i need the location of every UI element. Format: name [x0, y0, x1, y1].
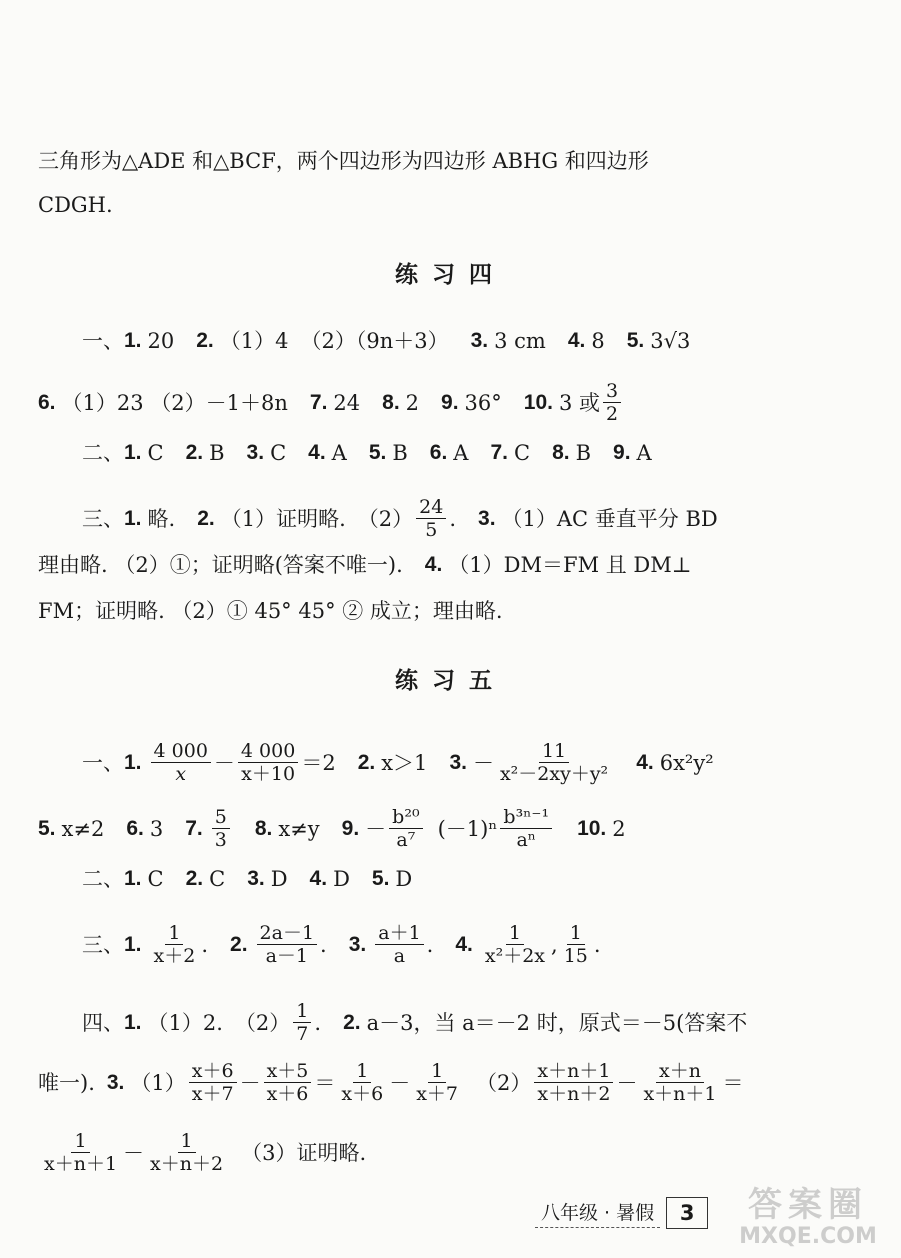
choice-answer: C [147, 867, 164, 891]
answer: （1）23 （2）－1＋8n [61, 390, 288, 415]
answer: （1）2. [147, 1010, 223, 1035]
ex4-part3-line1: 三、 1. 略. 2. （1）证明略. （2） $\frac{24}{5}$ . 3. （1）AC 垂直平分 BD [82, 496, 718, 541]
answer: 20 [147, 329, 175, 353]
part-prefix: 一、 [82, 750, 124, 775]
answer: 6x²y² [659, 750, 714, 775]
fraction: $\frac{11}{\text{x²－2xy＋y²}}$ [499, 740, 609, 785]
answer: （2） [234, 1010, 291, 1035]
fraction: $\frac{1}{x+n+1}$ [44, 1130, 118, 1175]
exercise-4-title: 练习四 [395, 262, 506, 288]
answer: （1）AC 垂直平分 BD [501, 506, 718, 531]
answer: （1）4 [219, 329, 289, 353]
answer: （1）证明略. [220, 506, 346, 531]
fraction: $\frac{24}{5}$ [416, 496, 446, 541]
part-prefix: 二、 [82, 441, 124, 465]
ex4-part3-line3: FM；证明略. （2）① 45° 45° ② 成立；理由略. [38, 599, 503, 623]
fraction: $\frac{1}{\text{x²＋2x}}$ [484, 922, 546, 967]
fraction: $\frac{x+n+1}{x+n+2}$ [534, 1060, 613, 1105]
ex5-part3-line: 三、 1. $\frac{1}{x+2}$ . 2. $\frac{2a-1}{a-1}$ . 3. $\frac{a+1}{a}$ . 4. $\frac{1}{\text{x²＋2x}}$ , $\frac{1}{15}$ . [82, 922, 601, 967]
answer: x＞1 [381, 750, 428, 775]
answer: 略. [147, 506, 176, 531]
ex5-part4-line1: 四、 1. （1）2. （2） $\frac{1}{7}$ . 2. a－3，当 a＝－2 时，原式＝－5(答案不 [82, 1000, 748, 1045]
choice-answer: D [395, 867, 413, 891]
watermark-logo: 答案圈 MXQE.COM [739, 1185, 877, 1249]
answer: 24 [333, 390, 361, 415]
answer: （3）证明略. [241, 1140, 367, 1165]
intro-line-2: CDGH. [38, 193, 113, 217]
fraction: $\frac{4 000}{x}$ [151, 740, 211, 785]
page-number: 3 [666, 1197, 708, 1229]
choice-answer: D [333, 867, 350, 891]
answer: 36° [464, 390, 502, 415]
fraction: $\frac{1}{15}$ [563, 922, 588, 967]
answer: 2 [405, 390, 420, 415]
fraction: $\frac{2a-1}{a-1}$ [257, 922, 318, 967]
answer: 8 [591, 329, 605, 353]
choice-answer: C [147, 441, 164, 465]
answer: 2 [612, 816, 626, 841]
choice-answer: B [209, 441, 225, 465]
answer: （2） [476, 1070, 532, 1095]
ex5-part4-line3: $\frac{1}{x+n+1}$ － $\frac{1}{x+n+2}$ （3）证明略. [38, 1130, 861, 1175]
answer: 唯一). [38, 1070, 95, 1095]
ex5-part1-line1: 一、 1. $\frac{4 000}{x}$ － $\frac{4 000}{x+10}$ ＝2 2. x＞1 3. － $\frac{11}{\text{x²－2xy＋y²}}$ 4. 6x²y² [82, 740, 714, 785]
answer: （1） [130, 1070, 186, 1095]
exercise-5-title: 练习五 [395, 668, 506, 694]
ex5-part1-line2: 5. x≠2 6. 3 7. $\frac{5}{3}$ 8. x≠y 9. － $\frac{\text{b²⁰}}{\text{a⁷}}$ (－1)ⁿ $\frac{\text{b³ⁿ⁻¹}}{\text{aⁿ}}$ 10. 2 [38, 806, 626, 851]
choice-answer: C [270, 441, 287, 465]
answer: （2）（9n＋3） [300, 329, 449, 353]
choice-answer: C [513, 441, 531, 465]
fraction: $\frac{1}{x+n+2}$ [150, 1130, 224, 1175]
choice-answer: A [636, 441, 652, 465]
answer: x≠2 [61, 816, 105, 841]
part-prefix: 三、 [82, 932, 124, 957]
part-prefix: 四、 [82, 1010, 124, 1035]
grade-label: 八年级 · 暑假 [535, 1198, 660, 1228]
choice-answer: B [392, 441, 408, 465]
ex4-part1-line2: 6. （1）23 （2）－1＋8n 7. 24 8. 2 9. 36° 10. 3 或 $\frac{3}{2}$ [38, 380, 861, 425]
ex5-part4-line2: 唯一). 3. （1） $\frac{x+6}{x+7}$ － $\frac{x+5}{x+6}$ ＝ $\frac{1}{x+6}$ － $\frac{1}{x+7}$ （2） $\frac{x+n+1}{x+n+2}$ － $\frac{x+n}{x+n+1}$ ＝ [38, 1060, 744, 1105]
answer: （1）DM＝FM 且 DM⊥ [448, 553, 692, 577]
ex5-part2-line: 二、 1. C 2. C 3. D 4. D 5. D [82, 864, 861, 894]
answer: 3 或 [558, 390, 601, 415]
choice-answer: C [209, 867, 226, 891]
fraction: $\frac{x+5}{x+6}$ [264, 1060, 312, 1105]
fraction: $\frac{x+n}{x+n+1}$ [643, 1060, 717, 1105]
ex4-part3-line2: 理由略. （2）①；证明略(答案不唯一). 4. （1）DM＝FM 且 DM⊥ [38, 550, 861, 580]
choice-answer: B [575, 441, 592, 465]
answer: 3√3 [650, 329, 691, 353]
part-prefix: 一、 [82, 329, 124, 353]
ex4-part1-line1: 一、 1. 20 2. （1）4 （2）（9n＋3） 3. 3 cm 4. 8 5. 3√3 [82, 326, 861, 356]
answer: （2） [357, 506, 414, 531]
choice-answer: D [270, 867, 288, 891]
fraction: $\frac{5}{3}$ [212, 806, 230, 851]
fraction: $\frac{3}{2}$ [603, 380, 621, 425]
fraction: $\frac{x+6}{x+7}$ [189, 1060, 237, 1105]
intro-line-1: 三角形为△ADE 和△BCF，两个四边形为四边形 ABHG 和四边形 [38, 149, 649, 173]
fraction: $\frac{1}{x+2}$ [153, 922, 196, 967]
ex4-part2-line: 二、 1. C 2. B 3. C 4. A 5. B 6. A 7. C 8. B 9. A [82, 438, 861, 468]
fraction: $\frac{\text{b²⁰}}{\text{a⁷}}$ [389, 806, 422, 851]
fraction: $\frac{4 000}{x+10}$ [238, 740, 298, 785]
answer: ＝2 [301, 750, 336, 775]
choice-answer: A [331, 441, 347, 465]
answer: x≠y [278, 816, 320, 841]
fraction: $\frac{1}{7}$ [293, 1000, 311, 1045]
answer: 理由略. （2）①；证明略(答案不唯一). [38, 553, 403, 577]
answer: 3 [149, 816, 164, 841]
fraction: $\frac{a+1}{a}$ [375, 922, 423, 967]
part-prefix: 三、 [82, 506, 124, 531]
answer: (－1)ⁿ [437, 816, 498, 841]
part-prefix: 二、 [82, 867, 124, 891]
fraction: $\frac{\text{b³ⁿ⁻¹}}{\text{aⁿ}}$ [500, 806, 552, 851]
answer: 3 cm [494, 329, 546, 353]
answer: a－3，当 a＝－2 时，原式＝－5(答案不 [366, 1010, 748, 1035]
fraction: $\frac{1}{x+6}$ [341, 1060, 384, 1105]
fraction: $\frac{1}{x+7}$ [416, 1060, 459, 1105]
choice-answer: A [453, 441, 469, 465]
